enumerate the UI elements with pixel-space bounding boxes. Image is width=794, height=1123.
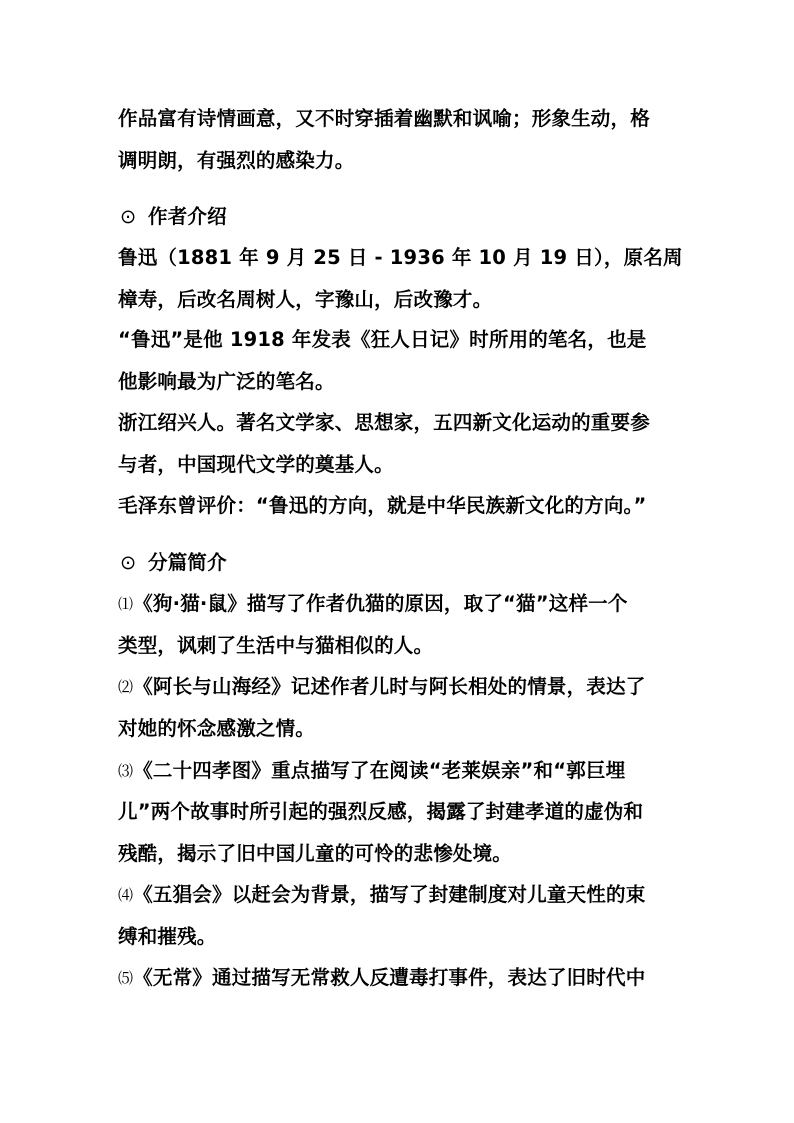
chapter-item-1-line-2: 类型，讽刺了生活中与猫相似的人。 xyxy=(118,634,434,657)
author-line-6: 与者，中国现代文学的奠基人。 xyxy=(118,453,394,476)
intro-line-1: 作品富有诗情画意，又不时穿插着幽默和讽喻；形象生动，格 xyxy=(118,107,650,130)
item-number: ⑶ xyxy=(118,762,134,780)
item-number: ⑵ xyxy=(118,678,134,696)
item-text: 《狗·猫·鼠》描写了作者仇猫的原因，取了“猫”这样一个 xyxy=(133,592,628,615)
section-heading-chapters xyxy=(120,549,227,577)
section-heading-text: 作者介绍 xyxy=(148,205,227,228)
item-number: ⑴ xyxy=(118,595,134,613)
chapter-item-2-line-2: 对她的怀念感激之情。 xyxy=(118,717,316,740)
chapter-item-1-line-1 xyxy=(118,590,628,618)
author-line-2: 樟寿，后改名周树人，字豫山，后改豫才。 xyxy=(118,288,493,311)
item-number: ⑸ xyxy=(118,969,134,987)
author-line-3: “鲁迅”是他 1918 年发表《狂人日记》时所用的笔名，也是 xyxy=(118,328,647,351)
chapter-item-2-line-1 xyxy=(118,673,645,701)
circle-dot-icon: ⊙ xyxy=(120,205,137,228)
item-text: 《二十四孝图》重点描写了在阅读“老莱娱亲”和“郭巨埋 xyxy=(133,759,626,782)
item-text: 《五猖会》以赶会为背景，描写了封建制度对儿童天性的束 xyxy=(133,883,646,906)
chapter-item-4-line-2: 缚和摧残。 xyxy=(118,925,217,948)
item-number: ⑷ xyxy=(118,886,134,904)
author-line-5: 浙江绍兴人。著名文学家、思想家，五四新文化运动的重要参 xyxy=(118,411,650,434)
chapter-item-3-line-3: 残酷，揭示了旧中国儿童的可怜的悲惨处境。 xyxy=(118,842,513,865)
section-heading-text: 分篇简介 xyxy=(148,551,227,574)
item-text: 《阿长与山海经》记述作者儿时与阿长相处的情景，表达了 xyxy=(133,675,646,698)
author-line-7: 毛泽东曾评价：“鲁迅的方向，就是中华民族新文化的方向。” xyxy=(118,494,647,517)
circle-dot-icon: ⊙ xyxy=(120,551,137,574)
author-line-1: 鲁迅（1881 年 9 月 25 日 - 1936 年 10 月 19 日），原名周 xyxy=(118,246,683,269)
author-line-4: 他影响最为广泛的笔名。 xyxy=(118,370,335,393)
chapter-item-5-line-1 xyxy=(118,964,645,992)
chapter-item-3-line-1 xyxy=(118,757,625,785)
chapter-item-3-line-2: 儿”两个故事时所引起的强烈反感，揭露了封建孝道的虚伪和 xyxy=(118,800,644,823)
item-text: 《无常》通过描写无常救人反遭毒打事件，表达了旧时代中 xyxy=(133,966,646,989)
intro-line-2: 调明朗，有强烈的感染力。 xyxy=(118,149,355,172)
section-heading-author xyxy=(120,203,227,231)
chapter-item-4-line-1 xyxy=(118,881,645,909)
